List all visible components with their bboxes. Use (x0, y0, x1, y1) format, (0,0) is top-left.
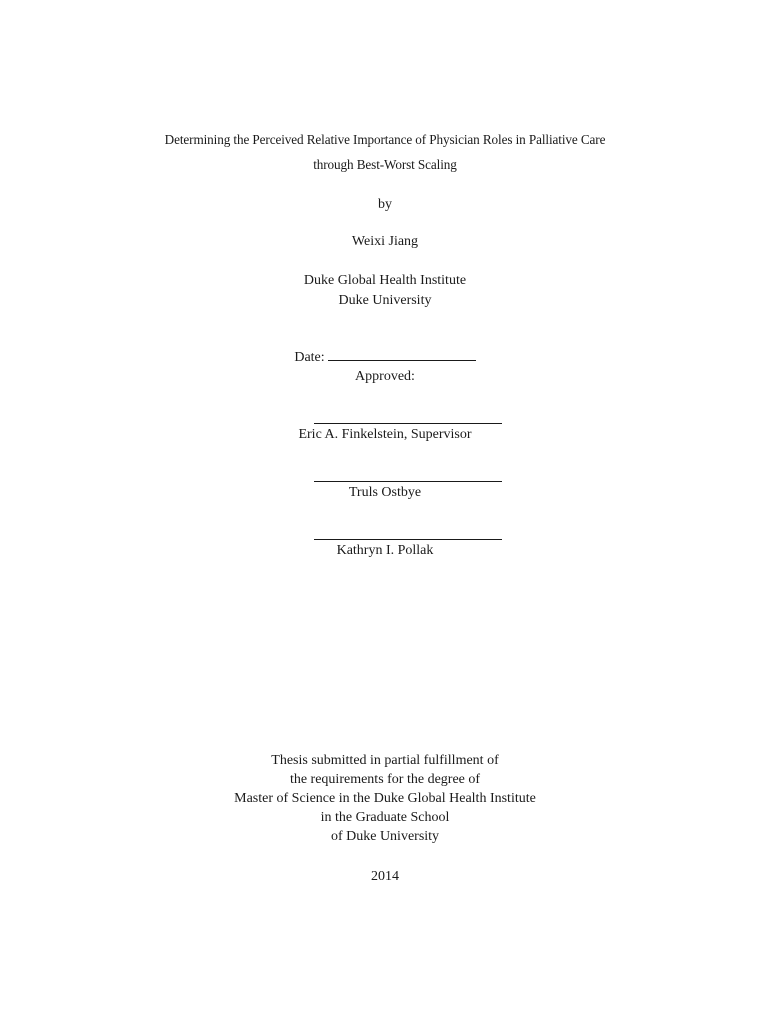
statement-line-2: the requirements for the degree of (289, 772, 481, 787)
title-line-1: Determining the Perceived Relative Importance of Physician Roles in Palliative Care (164, 132, 606, 147)
statement-line-5: of Duke University (330, 829, 440, 844)
institution-line-1: Duke Global Health Institute (303, 273, 467, 288)
by-label: by (378, 197, 392, 212)
date-blank-line (328, 348, 476, 361)
date-label: Date: (294, 350, 325, 365)
author-name: Weixi Jiang (351, 234, 419, 249)
signatory-3: Kathryn I. Pollak (336, 543, 434, 558)
signatory-2: Truls Ostbye (348, 485, 422, 500)
signature-line-1 (314, 423, 502, 424)
title-line-2: through Best-Worst Scaling (313, 157, 457, 172)
approved-label: Approved: (355, 369, 415, 384)
statement-line-4: in the Graduate School (320, 810, 450, 825)
statement-line-1: Thesis submitted in partial fulfillment of (271, 753, 499, 768)
signature-line-3 (314, 539, 502, 540)
signatory-1: Eric A. Finkelstein, Supervisor (298, 427, 472, 442)
signature-line-2 (314, 481, 502, 482)
date-row (0, 348, 770, 367)
year: 2014 (371, 869, 399, 884)
statement-line-3: Master of Science in the Duke Global Health Institute (234, 791, 536, 806)
institution-line-2: Duke University (338, 293, 432, 308)
